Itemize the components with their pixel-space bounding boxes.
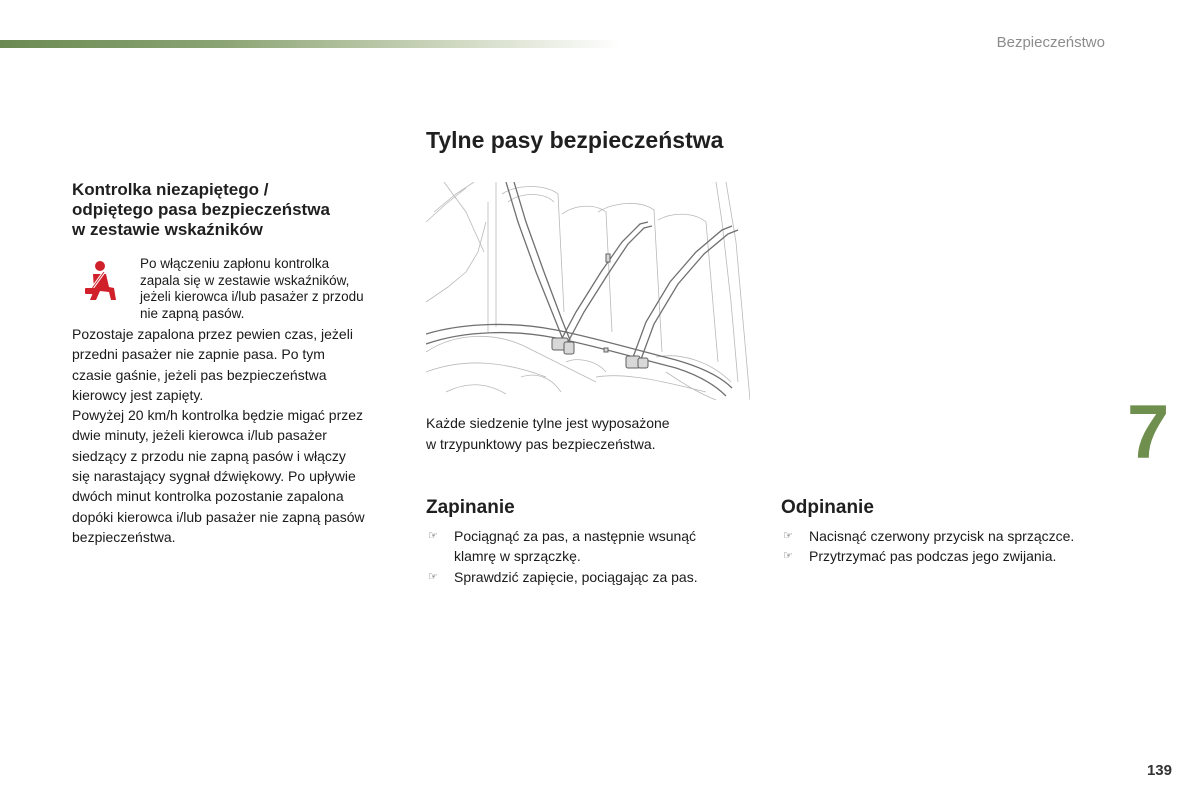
warning-line: jeżeli kierowca i/lub pasażer z przodu bbox=[140, 289, 364, 304]
text-line: Powyżej 20 km/h kontrolka będzie migać przez bbox=[72, 407, 364, 424]
text-line: dwie minuty, jeżeli kierowca i/lub pasażer bbox=[72, 427, 327, 444]
pointing-hand-icon: ☞ bbox=[428, 570, 438, 583]
chapter-number: 7 bbox=[1127, 390, 1170, 475]
fastening-heading: Zapinanie bbox=[426, 497, 515, 518]
list-item bbox=[426, 526, 756, 567]
item-line: Przytrzymać pas podczas jego zwijania. bbox=[809, 548, 1057, 565]
seatbelt-warning-icon bbox=[82, 260, 122, 304]
text-line: dopóki kierowca i/lub pasażer nie zapną pasów bbox=[72, 508, 365, 525]
list-item bbox=[781, 526, 1121, 546]
section-header: Bezpieczeństwo bbox=[996, 34, 1105, 51]
item-line: Sprawdzić zapięcie, pociągając za pas. bbox=[454, 568, 698, 585]
warning-block bbox=[72, 256, 402, 324]
heading-line: odpiętego pasa bezpieczeństwa bbox=[72, 200, 330, 219]
heading-line: Kontrolka niezapiętego / bbox=[72, 180, 269, 199]
fastening-list bbox=[426, 526, 756, 587]
paragraph-2 bbox=[72, 405, 402, 547]
item-line: klamrę w sprzączkę. bbox=[454, 548, 581, 565]
item-line: Nacisnąć czerwony przycisk na sprzączce. bbox=[809, 528, 1075, 544]
text-line: dwóch minut kontrolka pozostanie zapalona bbox=[72, 488, 344, 505]
rear-seat-belts-illustration bbox=[426, 182, 750, 400]
pointing-hand-icon: ☞ bbox=[783, 550, 793, 563]
text-line: się narastający sygnał dźwiękowy. Po upływie bbox=[72, 468, 356, 485]
list-item bbox=[781, 546, 1121, 566]
warning-line: zapala się w zestawie wskaźników, bbox=[140, 272, 350, 288]
warning-line: Po włączeniu zapłonu kontrolka bbox=[140, 256, 330, 271]
list-item bbox=[426, 567, 756, 587]
header-accent-bar bbox=[0, 40, 620, 48]
warning-description bbox=[140, 256, 410, 322]
paragraph-1 bbox=[72, 324, 402, 405]
figure-caption bbox=[426, 413, 756, 454]
text-line: kierowcy jest zapięty. bbox=[72, 386, 204, 403]
left-column bbox=[72, 180, 402, 547]
text-line: czasie gaśnie, jeżeli pas bezpieczeństwa bbox=[72, 366, 327, 383]
page-number: 139 bbox=[1146, 762, 1172, 779]
pointing-hand-icon: ☞ bbox=[783, 530, 793, 542]
caption-line: Każde siedzenie tylne jest wyposażone bbox=[426, 415, 670, 431]
caption-line: w trzypunktowy pas bezpieczeństwa. bbox=[426, 435, 656, 452]
unfastening-heading: Odpinanie bbox=[781, 497, 874, 518]
text-line: siedzący z przodu nie zapną pasów i włączy bbox=[72, 447, 346, 464]
text-line: bezpieczeństwa. bbox=[72, 528, 176, 545]
unfastening-list bbox=[781, 526, 1121, 567]
heading-line: w zestawie wskaźników bbox=[72, 220, 263, 239]
item-line: Pociągnąć za pas, a następnie wsunąć bbox=[454, 528, 697, 544]
pointing-hand-icon: ☞ bbox=[428, 530, 438, 542]
text-line: Pozostaje zapalona przez pewien czas, jeżeli bbox=[72, 326, 353, 342]
warning-light-heading bbox=[72, 180, 402, 240]
page-title: Tylne pasy bezpieczeństwa bbox=[426, 127, 724, 153]
text-line: przedni pasażer nie zapnie pasa. Po tym bbox=[72, 346, 325, 363]
warning-line: nie zapną pasów. bbox=[140, 305, 245, 321]
